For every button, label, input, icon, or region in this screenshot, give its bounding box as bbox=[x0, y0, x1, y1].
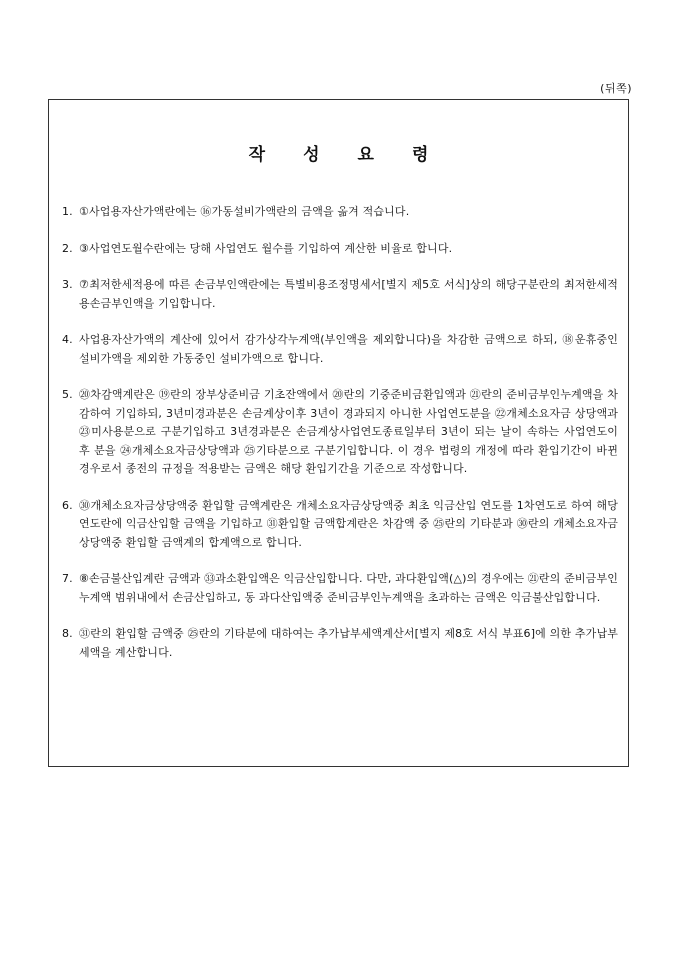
instruction-item bbox=[62, 386, 618, 479]
page-title bbox=[48, 140, 629, 165]
item-number: 6. bbox=[62, 498, 73, 512]
instruction-list bbox=[62, 203, 618, 662]
item-text: ⑳차감액계란은 ⑲란의 장부상준비금 기초잔액에서 ⑳란의 기중준비금환입액과 ㉑란의 준비금부인누계액을 차감하여 기입하되, 3년미경과분은 손금계상이후 3년이 경과되지 아니한 사업연도분을 ㉒개체소요자금 상당액과 ㉓미사용분으로 구분기입하고 3년경과분은 손금계상사업연도종료일부터 3년이 되는 날이 속하는 사업연도이후 분을 ㉔개체소요자금상당액과 ㉕기타분으로 구분기입합니다. 이 경우 법령의 개정에 따라 환입기간이 바뀐 경우로서 종전의 규정을 적용받는 금액은 해당 환입기간을 기준으로 작성합니다. bbox=[79, 388, 618, 475]
item-number: 4. bbox=[62, 333, 73, 346]
instruction-item bbox=[62, 497, 618, 553]
item-number: 3. bbox=[62, 278, 73, 291]
item-number: 5. bbox=[62, 388, 73, 401]
title-char: 작 bbox=[248, 145, 266, 165]
item-text: ⑦최저한세적용에 따른 손금부인액란에는 특별비용조정명세서[별지 제5호 서식]상의 해당구분란의 최저한세적용손금부인액을 기입합니다. bbox=[79, 278, 618, 310]
title-char: 요 bbox=[357, 145, 374, 165]
item-text: ①사업용자산가액란에는 ⑯가동설비가액란의 금액을 옮겨 적습니다. bbox=[79, 205, 410, 218]
item-number: 1. bbox=[62, 205, 73, 218]
instruction-item bbox=[62, 625, 618, 662]
item-text: 사업용자산가액의 계산에 있어서 감가상각누계액(부인액을 제외합니다)을 차감한 금액으로 하되, ⑱운휴중인 설비가액을 제외한 가동중인 설비가액으로 합니다. bbox=[79, 333, 618, 365]
page-side-label: (뒤쪽) bbox=[600, 82, 632, 95]
title-char: 성 bbox=[303, 145, 320, 165]
item-text: ㉚개체소요자금상당액중 환입할 금액계란은 개체소요자금상당액중 최초 익금산입 연도를 1차연도로 하여 해당연도란에 익금산입할 금액을 기입하고 ㉛환입할 금액합계란은 차감액 중 ㉕란의 기타분과 ㉚란의 개체소요자금상당액중 환입할 금액계의 합계액으로 합니다. bbox=[79, 498, 618, 549]
item-text: ㉛란의 환입할 금액중 ㉕란의 기타분에 대하여는 추가납부세액계산서[별지 제8호 서식 부표6]에 의한 추가납부세액을 계산합니다. bbox=[79, 627, 618, 659]
item-text: ⑧손금불산입계란 금액과 ㉝과소환입액은 익금산입합니다. 다만, 과다환입액(△)의 경우에는 ㉑란의 준비금부인누계액 범위내에서 손금산입하고, 동 과다산입액중 준비금부인누계액을 초과하는 금액은 익금불산입합니다. bbox=[79, 572, 618, 604]
item-number: 8. bbox=[62, 627, 73, 640]
instruction-item bbox=[62, 203, 618, 222]
title-char: 령 bbox=[411, 145, 429, 165]
instruction-item bbox=[62, 276, 618, 313]
item-number: 7. bbox=[62, 572, 73, 585]
item-number: 2. bbox=[62, 241, 73, 255]
instruction-item bbox=[62, 240, 618, 259]
instruction-item bbox=[62, 570, 618, 607]
instruction-item bbox=[62, 331, 618, 368]
item-text: ③사업연도월수란에는 당해 사업연도 월수를 기입하여 계산한 비율로 합니다. bbox=[79, 241, 453, 255]
